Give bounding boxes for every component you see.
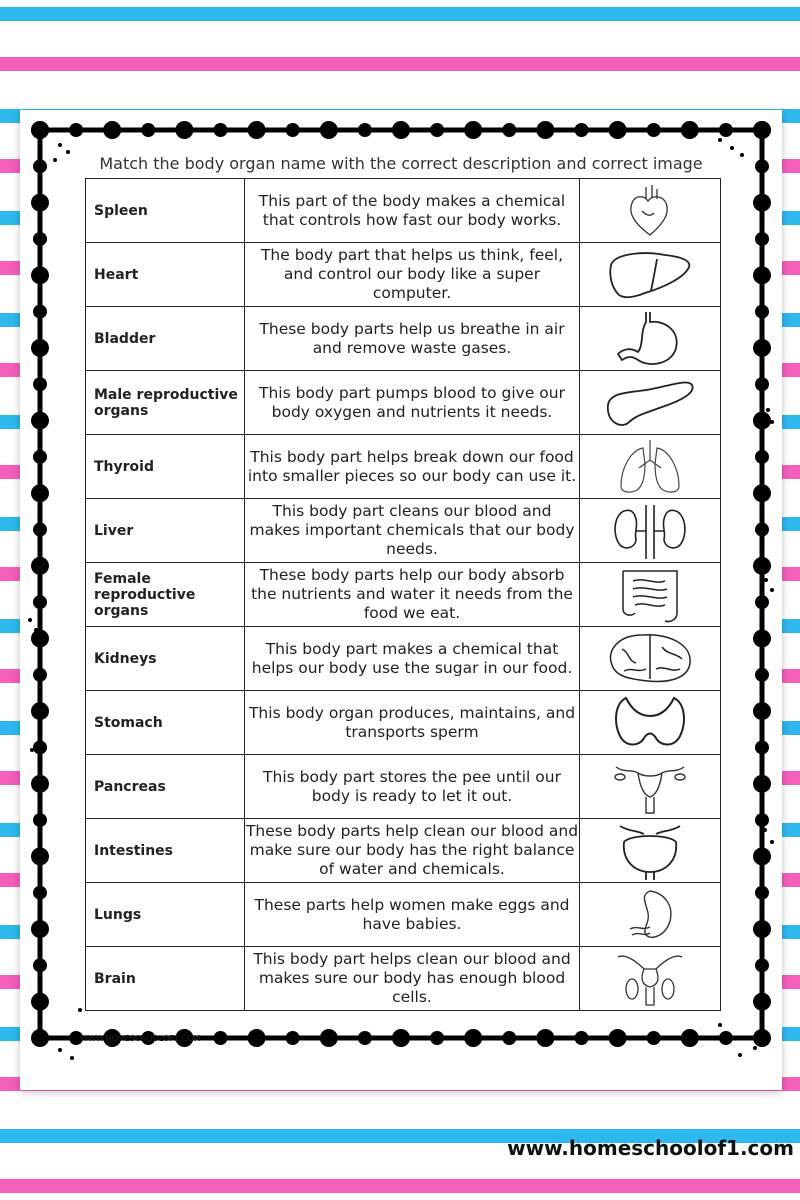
table-row	[86, 691, 721, 755]
organ-description-cell: This body part helps break down our food into smaller pieces so our body can use it.	[245, 435, 580, 499]
heart-icon	[580, 183, 720, 239]
table-row	[86, 819, 721, 883]
organ-image-cell	[580, 499, 721, 563]
organ-name-cell: Male reproductive organs	[86, 371, 245, 435]
intestines-icon	[580, 565, 720, 625]
male-reproductive-icon	[580, 949, 720, 1009]
organ-description-cell: These parts help women make eggs and have babies.	[245, 883, 580, 947]
organ-name-cell: Spleen	[86, 179, 245, 243]
organ-description-cell: These body parts help clean our blood and make sure our body has the right balance of water and chemicals.	[245, 819, 580, 883]
table-row	[86, 947, 721, 1011]
table-row	[86, 883, 721, 947]
organ-name-cell: Thyroid	[86, 435, 245, 499]
table-row	[86, 563, 721, 627]
table-row	[86, 307, 721, 371]
organ-image-cell	[580, 371, 721, 435]
organ-image-cell	[580, 563, 721, 627]
liver-icon	[580, 247, 720, 303]
organ-name-cell: Female reproductive organs	[86, 563, 245, 627]
thyroid-icon	[580, 694, 720, 752]
organ-name-cell: Lungs	[86, 883, 245, 947]
organ-name-cell: Brain	[86, 947, 245, 1011]
table-row	[86, 627, 721, 691]
worksheet-page	[20, 110, 782, 1090]
pancreas-icon	[580, 375, 720, 431]
organ-image-cell	[580, 243, 721, 307]
footer-url: www.homeschoolof1.com	[507, 1136, 794, 1160]
worksheet-instruction: Match the body organ name with the correct description and correct image	[99, 154, 703, 173]
bladder-icon	[580, 820, 720, 882]
organ-image-cell	[580, 307, 721, 371]
organ-description-cell: These body parts help us breathe in air and remove waste gases.	[245, 307, 580, 371]
organ-description-cell: This body part helps clean our blood and makes sure our body has enough blood cells.	[245, 947, 580, 1011]
organ-description-cell: This body part stores the pee until our body is ready to let it out.	[245, 755, 580, 819]
table-row	[86, 371, 721, 435]
organ-name-cell: Kidneys	[86, 627, 245, 691]
table-row	[86, 755, 721, 819]
stomach-icon	[580, 308, 720, 370]
organ-image-cell	[580, 691, 721, 755]
spleen-icon	[580, 885, 720, 945]
organ-image-cell	[580, 627, 721, 691]
organ-image-cell	[580, 435, 721, 499]
organ-name-cell: Liver	[86, 499, 245, 563]
organ-name-cell: Bladder	[86, 307, 245, 371]
organ-name-cell: Heart	[86, 243, 245, 307]
organ-description-cell: This body part makes a chemical that helps our body use the sugar in our food.	[245, 627, 580, 691]
organ-image-cell	[580, 883, 721, 947]
organ-name-cell: Pancreas	[86, 755, 245, 819]
organ-description-cell: The body part that helps us think, feel, and control our body like a super computer.	[245, 243, 580, 307]
female-reproductive-icon	[580, 757, 720, 817]
organ-name-cell: Stomach	[86, 691, 245, 755]
organ-name-cell: Intestines	[86, 819, 245, 883]
table-row	[86, 179, 721, 243]
table-row	[86, 499, 721, 563]
organ-description-cell: These body parts help our body absorb the nutrients and water it needs from the food we eat.	[245, 563, 580, 627]
organ-image-cell	[580, 179, 721, 243]
organ-description-cell: This part of the body makes a chemical that controls how fast our body works.	[245, 179, 580, 243]
matching-table	[85, 178, 721, 1011]
kidneys-icon	[580, 501, 720, 561]
site-watermark-small: WWW.HOMESCHOOLOF1.COM	[80, 1034, 201, 1043]
organ-description-cell: This body part cleans our blood and makes important chemicals that our body needs.	[245, 499, 580, 563]
table-row	[86, 435, 721, 499]
organ-image-cell	[580, 819, 721, 883]
organ-description-cell: This body part pumps blood to give our body oxygen and nutrients it needs.	[245, 371, 580, 435]
table-row	[86, 243, 721, 307]
organ-image-cell	[580, 755, 721, 819]
lungs-icon	[580, 438, 720, 496]
organ-image-cell	[580, 947, 721, 1011]
brain-icon	[580, 629, 720, 689]
organ-description-cell: This body organ produces, maintains, and transports sperm	[245, 691, 580, 755]
